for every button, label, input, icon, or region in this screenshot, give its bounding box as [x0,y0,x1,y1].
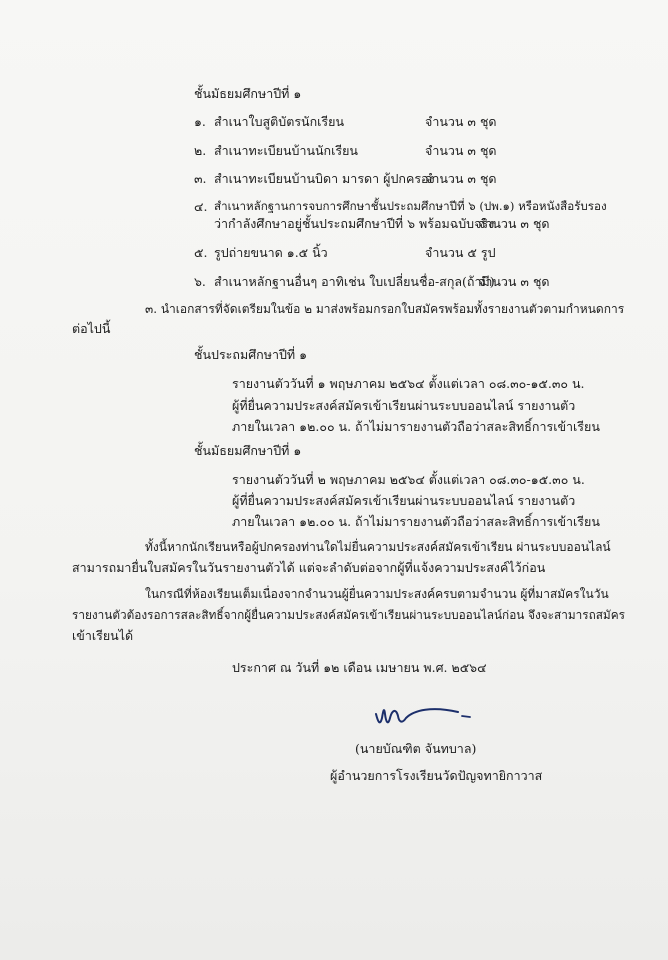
signature-image [372,700,472,732]
schedule-primary-line-1: รายงานตัววันที่ ๑ พฤษภาคม ๒๕๖๔ ตั้งแต่เวลา ๐๘.๓๐-๑๕.๓๐ น. [232,376,585,391]
doc-item-6-text: สำเนาหลักฐานอื่นๆ อาทิเช่น ใบเปลี่ยนชื่อ-สกุล(ถ้ามี) [214,274,495,289]
item-3-text-cont: ต่อไปนี้ [72,321,111,336]
doc-item-6-number: ๖. [194,274,206,289]
schedule-secondary-line-3: ภายในเวลา ๑๒.๐๐ น. ถ้าไม่มารายงานตัวถือว่าสละสิทธิ์การเข้าเรียน [232,514,600,529]
schedule-primary-line-3: ภายในเวลา ๑๒.๐๐ น. ถ้าไม่มารายงานตัวถือว่าสละสิทธิ์การเข้าเรียน [232,419,600,434]
section-heading-secondary: ชั้นมัธยมศึกษาปีที่ ๑ [194,86,302,101]
doc-item-1-text: สำเนาใบสูติบัตรนักเรียน [214,114,345,129]
doc-item-2-number: ๒. [194,143,207,158]
paragraph-2-line-2: รายงานตัวต้องรอการสละสิทธิ์จากผู้ยื่นความประสงค์สมัครเข้าเรียนผ่านระบบออนไลน์ก่อน จึงจะสามารถสมัคร [72,608,625,622]
doc-item-4-number: ๔. [194,199,208,214]
doc-item-2-qty: จำนวน ๓ ชุด [425,143,497,158]
doc-item-3-text: สำเนาทะเบียนบ้านบิดา มารดา ผู้ปกครอง [214,171,435,186]
item-3-text: ๓. นำเอกสารที่จัดเตรียมในข้อ ๒ มาส่งพร้อมกรอกใบสมัครพร้อมทั้งรายงานตัวตามกำหนดการ [145,302,625,316]
paragraph-2-line-3: เข้าเรียนได้ [72,628,134,643]
doc-item-2-text: สำเนาทะเบียนบ้านนักเรียน [214,143,358,158]
announcement-date: ประกาศ ณ วันที่ ๑๒ เดือน เมษายน พ.ศ. ๒๕๖๔ [232,660,487,675]
signer-name: (นายบัณฑิต จันทบาล) [355,741,477,756]
doc-item-5-qty: จำนวน ๕ รูป [425,245,496,260]
doc-item-4-qty: จำนวน ๓ ชุด [478,216,550,231]
schedule-secondary-line-1: รายงานตัววันที่ ๒ พฤษภาคม ๒๕๖๔ ตั้งแต่เวลา ๐๘.๓๐-๑๕.๓๐ น. [232,472,585,487]
doc-item-6-qty: จำนวน ๓ ชุด [478,274,550,289]
doc-item-5-number: ๕. [194,245,208,260]
paragraph-1-line-2: สามารถมายื่นใบสมัครในวันรายงานตัวได้ แต่จะลำดับต่อจากผู้ที่แจ้งความประสงค์ไว้ก่อน [72,560,546,575]
schedule-secondary-line-2: ผู้ที่ยื่นความประสงค์สมัครเข้าเรียนผ่านระบบออนไลน์ รายงานตัว [232,493,576,508]
paragraph-2-line-1: ในกรณีที่ห้องเรียนเต็มเนื่องจากจำนวนผู้ยื่นความประสงค์ครบตามจำนวน ผู้ที่มาสมัครในวัน [145,587,609,601]
doc-item-3-number: ๓. [194,171,207,186]
doc-item-3-qty: จำนวน ๓ ชุด [425,171,497,186]
doc-item-5-text: รูปถ่ายขนาด ๑.๕ นิ้ว [214,245,328,260]
schedule-primary-heading: ชั้นประถมศึกษาปีที่ ๑ [194,347,308,362]
doc-item-4-text: สำเนาหลักฐานการจบการศึกษาชั้นประถมศึกษาปีที่ ๖ (ปพ.๑) หรือหนังสือรับรอง [214,199,607,213]
schedule-secondary-heading: ชั้นมัธยมศึกษาปีที่ ๑ [194,443,302,458]
schedule-primary-line-2: ผู้ที่ยื่นความประสงค์สมัครเข้าเรียนผ่านระบบออนไลน์ รายงานตัว [232,398,576,413]
doc-item-1-qty: จำนวน ๓ ชุด [425,114,497,129]
paragraph-1-line-1: ทั้งนี้หากนักเรียนหรือผู้ปกครองท่านใดไม่ยื่นความประสงค์สมัครเข้าเรียน ผ่านระบบออนไลน์ [145,540,611,554]
signer-position: ผู้อำนวยการโรงเรียนวัดปัญจทายิกาวาส [330,768,543,783]
doc-item-4-text-cont: ว่ากำลังศึกษาอยู่ชั้นประถมศึกษาปีที่ ๖ พร้อมฉบับจริง [214,216,495,231]
doc-item-1-number: ๑. [194,114,206,129]
